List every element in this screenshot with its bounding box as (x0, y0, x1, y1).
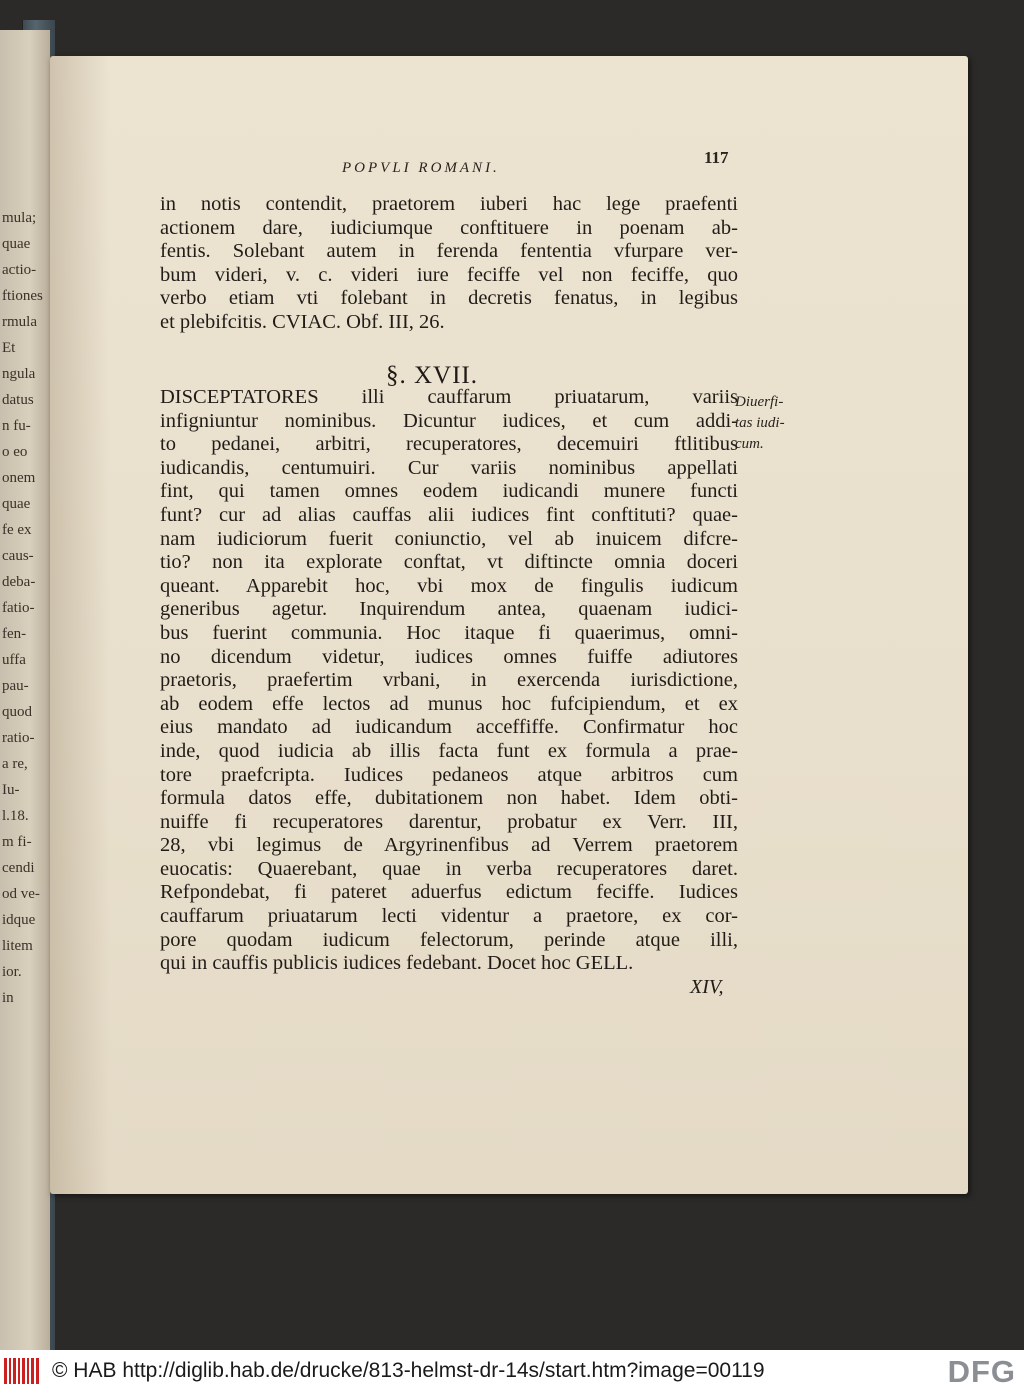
paragraph-continuation (160, 193, 738, 335)
section-heading: §. XVII. (386, 362, 479, 389)
adjacent-page-edge (0, 30, 50, 1350)
adjacent-page-fragment: rmula (2, 314, 37, 330)
adjacent-page-fragment: Et (2, 340, 16, 356)
adjacent-page-fragment: ngula (2, 366, 36, 382)
text-line: formula datos effe, dubitationem non habet. Idem obti- (160, 787, 738, 810)
adjacent-page-fragment: m fi- (2, 834, 32, 850)
text-line: DISCEPTATORES illi cauffarum priuatarum, variis (160, 386, 738, 408)
adjacent-page-fragment: n fu- (2, 418, 31, 434)
adjacent-page-fragment: l.18. (2, 808, 29, 824)
text-line: actionem dare, iudiciumque conftituere in poenam ab- (160, 216, 738, 239)
text-line: no dicendum videtur, iudices omnes fuiffe adiutores (160, 645, 738, 668)
text-line: Refpondebat, fi pateret aduerfus edictum feciffe. Iudices (160, 881, 738, 904)
text-line: et plebifcitis. CVIAC. Obf. III, 26. (160, 310, 445, 333)
marginal-note (735, 392, 815, 455)
copyright-credit: © HAB http://diglib.hab.de/drucke/813-helmst-dr-14s/start.htm?image=00119 (52, 1358, 765, 1382)
adjacent-page-fragment: mula; (2, 210, 37, 226)
text-line: euocatis: Quaerebant, quae in verba recuperatores daret. (160, 857, 738, 880)
text-line: bus fuerint communia. Hoc itaque fi quaerimus, omni- (160, 621, 738, 644)
text-line: tore praefcripta. Iudices pedaneos atque arbitros cum (160, 763, 738, 786)
text-line: to pedanei, arbitri, recuperatores, decemuiri ftlitibus (160, 433, 738, 456)
text-line: 28, vbi legimus de Argyrinenfibus ad Verrem praetorem (160, 834, 738, 857)
text-line: iudicandis, centumuiri. Cur variis nominibus appellati (160, 456, 738, 479)
adjacent-page-fragment: ior. (2, 964, 22, 980)
adjacent-page-fragment: od ve- (2, 886, 40, 902)
adjacent-page-fragment: actio- (2, 262, 37, 278)
adjacent-page-fragment: quod (2, 704, 32, 720)
footer-bar (0, 1350, 1024, 1391)
barcode-icon (4, 1358, 46, 1384)
adjacent-page-fragment: pau- (2, 678, 29, 694)
page-number: 117 (704, 148, 729, 167)
text-line: praetoris, praefertim vrbani, in exercenda iurisdictione, (160, 669, 738, 692)
adjacent-page-fragment: cendi (2, 860, 35, 876)
adjacent-page-fragment: fatio- (2, 600, 35, 616)
text-line: nam iudiciorum fuerit coniunctio, vel ab inuicem difcre- (160, 527, 738, 550)
adjacent-page-fragment: caus- (2, 548, 34, 564)
text-line: fentis. Solebant autem in ferenda fententia vfurpare ver- (160, 240, 738, 263)
text-line: generibus agetur. Inquirendum antea, quaenam iudici- (160, 598, 738, 621)
adjacent-page-fragment: deba- (2, 574, 36, 590)
adjacent-page-fragment: quae (2, 236, 31, 252)
adjacent-page-fragment: fen- (2, 626, 27, 642)
text-line: cauffarum priuatarum lecti videntur a praetore, ex cor- (160, 905, 738, 928)
text-line: queant. Apparebit hoc, vbi mox de fingulis iudicum (160, 574, 738, 597)
text-line: bum videri, v. c. videri iure feciffe vel non feciffe, quo (160, 263, 738, 286)
adjacent-page-fragment: ratio- (2, 730, 35, 746)
adjacent-page-fragment: ftiones (2, 288, 43, 304)
catchword: XIV, (690, 976, 724, 998)
text-line: eius mandato ad iudicandum acceffiffe. Confirmatur hoc (160, 716, 738, 739)
text-line: funt? cur ad alias cauffas alii iudices fint conftituti? quae- (160, 503, 738, 526)
text-line: ab eodem effe lectos ad munus hoc fufcipiendum, et ex (160, 692, 738, 715)
adjacent-page-fragment: datus (2, 392, 34, 408)
marginal-note-line: tas iudi- (735, 415, 785, 431)
adjacent-page-fragment: idque (2, 912, 36, 928)
adjacent-page-fragment: o eo (2, 444, 28, 460)
adjacent-page-fragment: a re, (2, 756, 28, 772)
adjacent-page-fragment: in (2, 990, 14, 1006)
paragraph-section-xvii (160, 386, 738, 976)
text-line: tio? non ita explorate conftat, vt diftincte omnia doceri (160, 551, 738, 574)
text-line: infigniuntur nominibus. Dicuntur iudices, et cum addi- (160, 409, 738, 432)
text-line: inde, quod iudicia ab illis facta funt ex formula a prae- (160, 739, 738, 762)
adjacent-page-fragment: quae (2, 496, 31, 512)
adjacent-page-fragment: fe ex (2, 522, 32, 538)
text-line: fint, qui tamen omnes eodem iudicandi munere functi (160, 480, 738, 503)
adjacent-page-fragment: Iu- (2, 782, 20, 798)
text-line: verbo etiam vti folebant in decretis fenatus, in legibus (160, 287, 738, 310)
text-line: nuiffe fi recuperatores darentur, probatur ex Verr. III, (160, 810, 738, 833)
dfg-logo: DFG (947, 1354, 1016, 1389)
text-line: in notis contendit, praetorem iuberi hac lege praefenti (160, 193, 738, 215)
marginal-note-line: Diuerfi- (735, 394, 784, 410)
text-line: pore quodam iudicum felectorum, perinde atque illi, (160, 928, 738, 951)
adjacent-page-fragment: uffa (2, 652, 26, 668)
text-line: qui in cauffis publicis iudices fedebant. Docet hoc GELL. (160, 952, 634, 975)
adjacent-page-fragment: litem (2, 938, 33, 954)
marginal-note-line: cum. (735, 436, 764, 452)
adjacent-page-fragment: onem (2, 470, 36, 486)
running-head: POPVLI ROMANI. (342, 160, 500, 176)
